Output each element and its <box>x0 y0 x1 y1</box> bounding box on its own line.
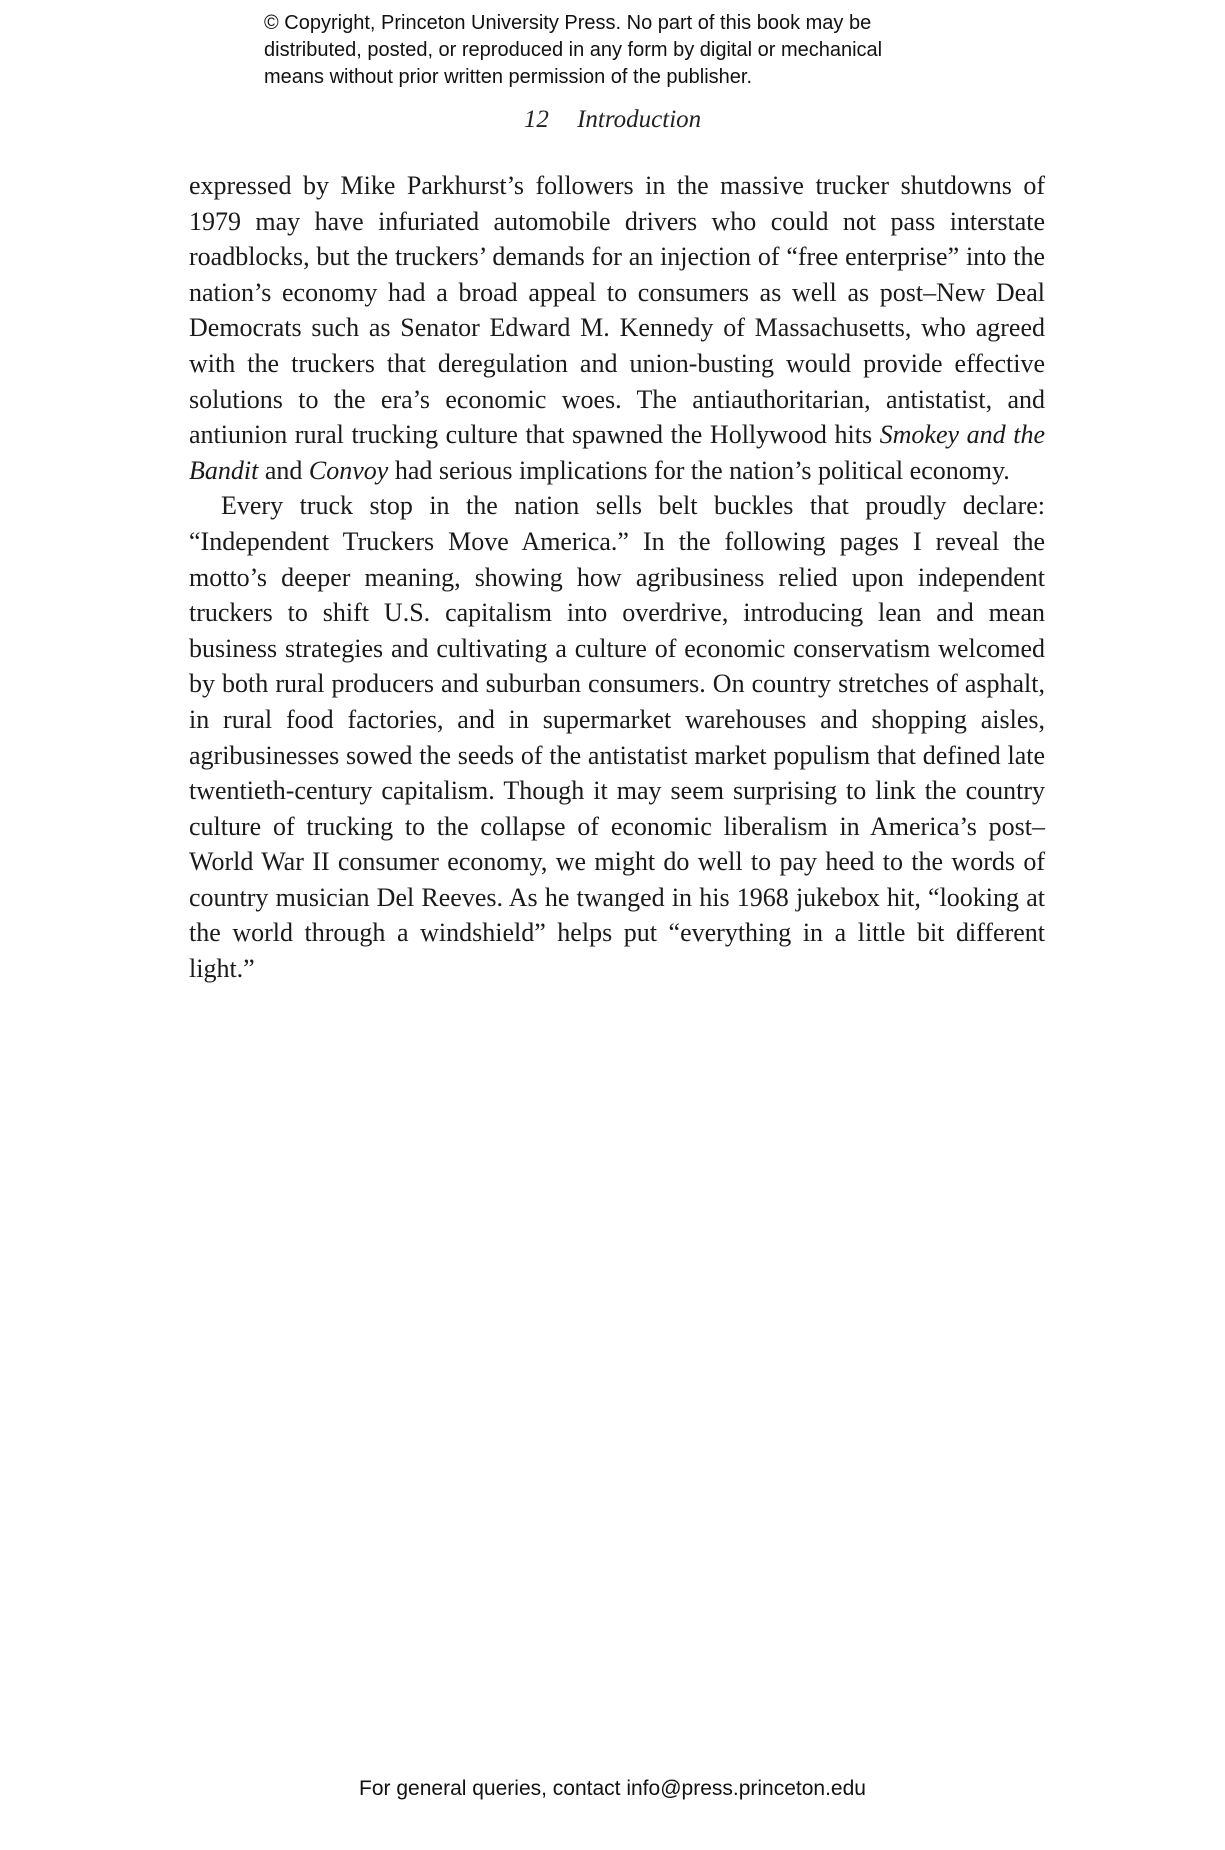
copyright-notice <box>264 10 984 91</box>
paragraph-1-text: expressed by Mike Parkhurst’s followers in the massive trucker shutdowns of 1979 may have infuriated automobile drivers who could not pass interstate roadblocks, but the truckers’ demands for an injection of “free enterprise” into the nation’s economy had a broad appeal to consumers as well as post–New Deal Democrats such as Senator Edward M. Kennedy of Massachusetts, who agreed with the truckers that deregulation and union-busting would provide effective solutions to the era’s economic woes. The antiauthoritarian, antistatist, and antiunion rural trucking culture that spawned the Hollywood hits <box>189 171 1045 450</box>
body-text <box>189 168 1045 987</box>
page-number: 12 <box>523 106 549 133</box>
copyright-line-3: means without prior written permission of the publisher. <box>264 66 753 88</box>
paragraph-1 <box>189 168 1045 488</box>
running-head <box>0 106 1225 134</box>
chapter-title: Introduction <box>577 106 702 133</box>
paragraph-1-ending: had serious implications for the nation’s political economy. <box>388 455 1010 485</box>
paragraph-2: Every truck stop in the nation sells belt buckles that proudly declare: “Independent Truckers Move America.” In the following pages I reveal the motto’s deeper meaning, showing how agribusiness relied upon independent truckers to shift U.S. capitalism into overdrive, introducing lean and mean business strategies and cultivating a culture of economic conservatism welcomed by both rural producers and suburban consumers. On country stretches of asphalt, in rural food factories, and in supermarket warehouses and shopping aisles, agribusinesses sowed the seeds of the antistatist market populism that defined late twentieth-century capitalism. Though it may seem surprising to link the country culture of trucking to the collapse of economic liberalism in America’s post–World War II consumer economy, we might do well to pay heed to the words of country musician Del Reeves. As he twanged in his 1968 jukebox hit, “looking at the world through a windshield” helps put “everything in a little bit different light.” <box>189 491 1045 984</box>
paragraph-1-conjunction: and <box>258 455 309 485</box>
copyright-line-2: distributed, posted, or reproduced in any form by digital or mechanical <box>264 39 883 61</box>
footer-contact: For general queries, contact info@press.princeton.edu <box>359 1777 866 1800</box>
film-title-smokey-and-the-bandit: Smokey and the Bandit <box>189 420 1045 485</box>
copyright-line-1: © Copyright, Princeton University Press. No part of this book may be <box>264 12 872 34</box>
film-title-convoy: Convoy <box>308 455 389 485</box>
